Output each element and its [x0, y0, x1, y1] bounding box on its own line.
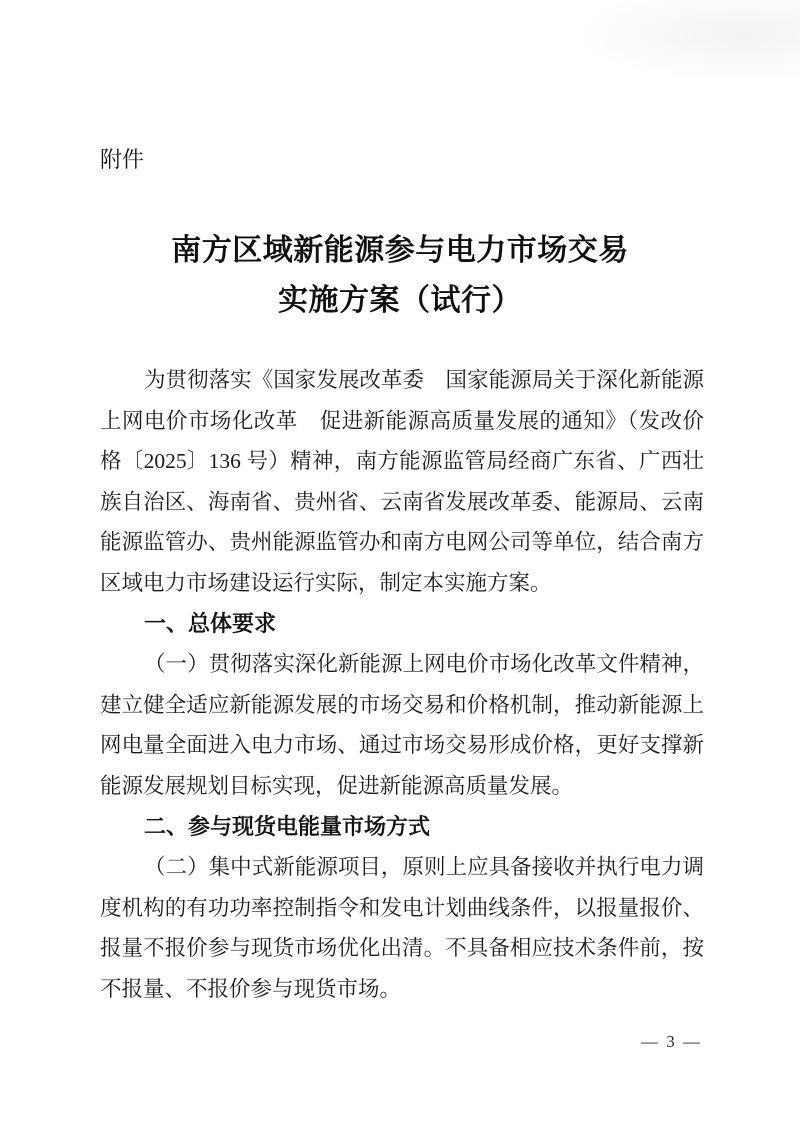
document-title-line2: 实施方案（试行）: [278, 284, 522, 317]
document-line: 上网电价市场化改革 促进新能源高质量发展的通知》（发改价: [100, 408, 704, 433]
document-title-line1: 南方区域新能源参与电力市场交易: [171, 234, 629, 267]
document-line: 区域电力市场建设运行实际，制定本实施方案。: [100, 570, 552, 595]
document-line: 度机构的有功功率控制指令和发电计划曲线条件，以报量报价、: [100, 895, 704, 920]
document-line: 不报量、不报价参与现货市场。: [100, 976, 402, 1001]
document-line: （一）贯彻落实深化新能源上网电价市场化改革文件精神，: [144, 652, 704, 677]
document-line: （二）集中式新能源项目，原则上应具备接收并执行电力调: [144, 855, 704, 880]
document-line: 为贯彻落实《国家发展改革委 国家能源局关于深化新能源: [144, 368, 704, 392]
attachment-label: 附件: [100, 147, 145, 172]
document-line: 格〔2025〕136 号）精神，南方能源监管局经商广东省、广西壮: [100, 449, 704, 474]
document-body: [100, 360, 704, 1010]
document-line: 能源监管办、贵州能源监管办和南方电网公司等单位，结合南方: [100, 530, 704, 555]
document-line: 建立健全适应新能源发展的市场交易和价格机制，推动新能源上: [100, 692, 704, 717]
document-line: 族自治区、海南省、贵州省、云南省发展改革委、能源局、云南: [100, 489, 704, 514]
section-heading: 一、总体要求: [144, 610, 277, 636]
document-title: [0, 226, 800, 326]
document-line: 报量不报价参与现货市场优化出清。不具备相应技术条件前，按: [100, 936, 704, 961]
section-heading: 二、参与现货电能量市场方式: [144, 813, 431, 839]
page-number: — 3 —: [641, 1032, 702, 1051]
document-line: 网电量全面进入电力市场、通过市场交易形成价格，更好支撑新: [100, 733, 704, 758]
document-line: 能源发展规划目标实现，促进新能源高质量发展。: [100, 773, 574, 798]
